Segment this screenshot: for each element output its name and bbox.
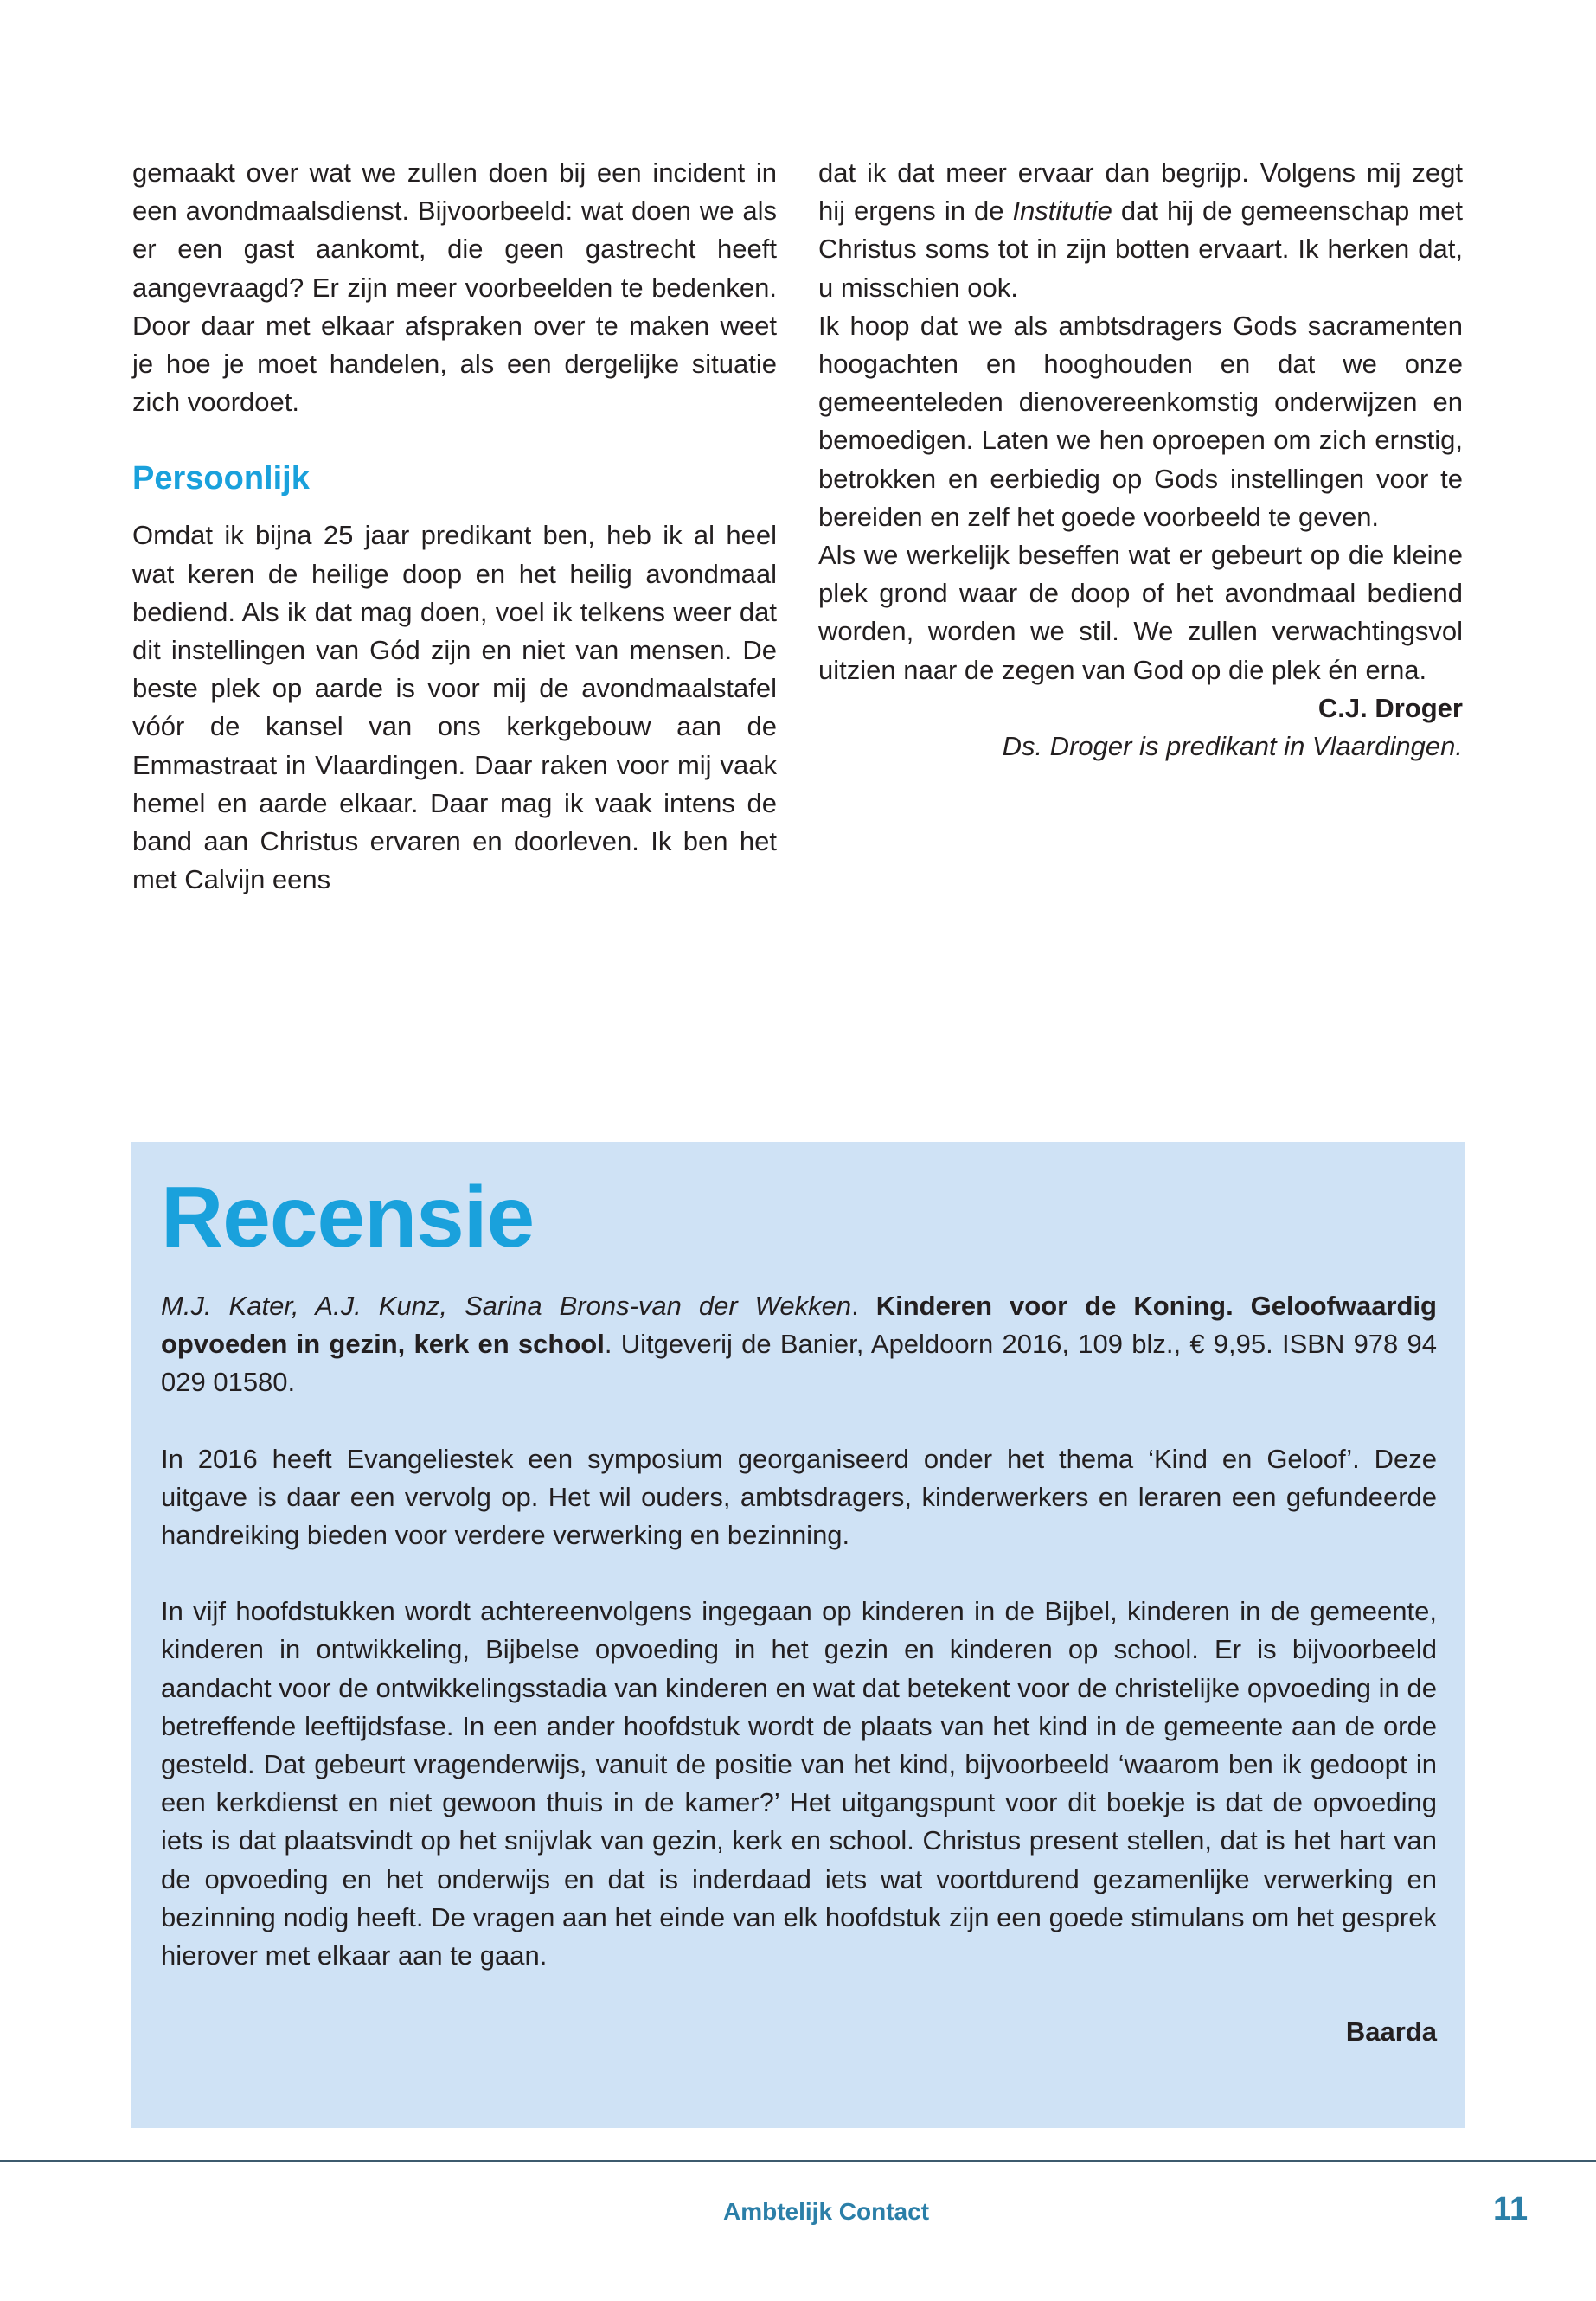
right-paragraph-1 — [818, 154, 1463, 307]
reviewer-name: Baarda — [1345, 2016, 1437, 2048]
left-column — [132, 154, 777, 899]
review-paragraph-1: In 2016 heeft Evangeliestek een symposium georganiseerd onder het thema ‘Kind en Geloof’. Deze uitgave is daar een vervolg op. Het wil ouders, ambtsdragers, kinderwerkers en leraren een gefundeerde handreiking bieden voor verdere verwerking en bezinning. — [161, 1443, 1437, 1551]
footer-publication-title: Ambtelijk Contact — [723, 2198, 930, 2225]
footer-divider — [0, 2160, 1596, 2162]
right-paragraph-1-start: dat ik dat meer ervaar dan begrijp. Volgens mij zegt hij ergens in de — [818, 157, 1463, 227]
review-paragraph-2: In vijf hoofdstukken wordt achtereenvolgens ingegaan op kinderen in de Bijbel, kinderen in de gemeente, kinderen in ontwikkeling, Bijbelse opvoeding in het gezin en kinderen op school. Er is bijvoorbeeld aandacht voor de ontwikkelingsstadia van kinderen en wat dat betekent voor de christelijke opvoeding in de betreffende leeftijdsfase. In een ander hoofdstuk wordt de plaats van het kind in de gemeente aan de orde gesteld. Dat gebeurt vragenderwijs, vanuit de positie van het kind, bijvoorbeeld ‘waarom ben ik gedoopt in een kerkdienst en niet gewoon thuis in de kamer?’ Het uitgangspunt voor dit boekje is dat de opvoeding iets is dat plaatsvindt op het snijvlak van gezin, kerk en school. Christus present stellen, dat is het hart van de opvoeding en het onderwijs en dat is inderdaad iets wat voortdurend gezamenlijke verwerking en bezinning nodig heeft. De vragen aan het einde van elk hoofdstuk zijn een goede stimulans om het gesprek hierover met elkaar aan te gaan. — [161, 1596, 1437, 1971]
right-paragraph-2: Ik hoop dat we als ambtsdragers Gods sacramenten hoogachten en hooghouden en dat we onze gemeenteleden dienovereenkomstig onderwijzen en bemoedigen. Laten we hen oproepen om zich ernstig, betrokken en eerbiedig op Gods instellingen voor te bereiden en zelf het goede voorbeeld te geven. — [818, 310, 1463, 532]
book-title: Kinderen voor de Koning. Geloofwaardig opvoeden in gezin, kerk en school — [161, 1291, 1437, 1360]
right-column — [818, 154, 1463, 766]
author-role: Ds. Droger is predikant in Vlaardingen. — [1002, 731, 1463, 762]
book-citation — [161, 1287, 1437, 1402]
intro-paragraph: gemaakt over wat we zullen doen bij een incident in een avondmaalsdienst. Bijvoorbeeld: wat doen we als er een gast aankomt, die geen gastrecht heeft aangevraagd? Er zijn meer voorbeelden te bedenken. Door daar met elkaar afspraken over te maken weet je hoe je moet handelen, als een dergelijke situatie zich voordoet. — [132, 157, 777, 418]
book-authors: M.J. Kater, A.J. Kunz, Sarina Brons-van der Wekken — [161, 1291, 852, 1321]
citation-separator: . — [851, 1291, 876, 1321]
right-paragraph-1-end: dat hij de gemeenschap met Christus soms tot in zijn botten ervaart. Ik herken dat, u misschien ook. — [818, 195, 1463, 303]
right-paragraph-3: Als we werkelijk beseffen wat er gebeurt op die kleine plek grond waar de doop of het avondmaal bediend worden, worden we stil. We zullen verwachtingsvol uitzien naar de zegen van God op die plek én erna. — [818, 540, 1463, 685]
publication-details: . Uitgeverij de Banier, Apeldoorn 2016, 109 blz., € 9,95. ISBN 978 94 029 01580. — [161, 1329, 1438, 1398]
review-box — [131, 1142, 1465, 2128]
persoonlijk-paragraph: Omdat ik bijna 25 jaar predikant ben, heb ik al heel wat keren de heilige doop en het heilig avondmaal bediend. Als ik dat mag doen, voel ik telkens weer dat dit instellingen van Gód zijn en niet van mensen. De beste plek op aarde is voor mij de avondmaalstafel vóór de kansel van ons kerkgebouw aan de Emmastraat in Vlaardingen. Daar raken voor mij vaak hemel en aarde elkaar. Daar mag ik vaak intens de band aan Christus ervaren en doorleven. Ik ben het met Calvijn eens — [132, 520, 777, 895]
page-number: 11 — [1493, 2191, 1529, 2227]
institutie-italic: Institutie — [1012, 195, 1112, 227]
section-heading-persoonlijk: Persoonlijk — [132, 460, 310, 497]
author-name: C.J. Droger — [1317, 692, 1463, 723]
review-title: Recensie — [161, 1169, 535, 1266]
